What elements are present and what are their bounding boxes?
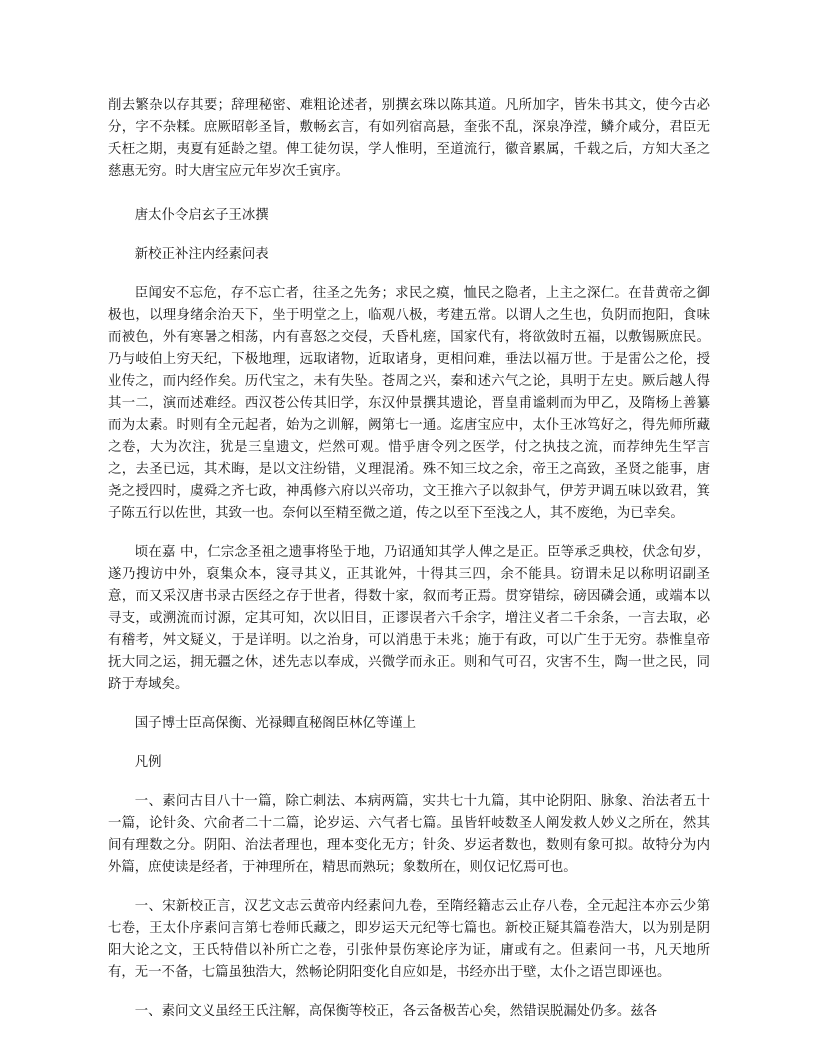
memorial-paragraph-2: 顷在嘉 中，仁宗念圣祖之遗事将坠于地，乃诏通知其学人俾之是正。臣等承乏典校，伏念旬岁，遂乃搜访中外，裒集众本，寖寻其义，正其讹舛，十得其三四，余不能具。窃谓未足以称明诏副圣意，而又采汉唐书录古医经之存于世者，得数十家，叙而考正焉。贯穿错综，磅因磷会通，或端本以寻支，或溯流而讨源，定其可知，次以旧目，正谬误者六千余字，增注义者二千余条，一言去取，必有稽考，舛文疑义，于是详明。以之治身，可以消患于未兆；施于有政，可以广生于无穷。恭惟皇帝抚大同之运，拥无疆之休，述先志以奉成，兴微学而永正。则和气可召，灾害不生，陶一世之民，同跻于寿域矣。 <box>108 545 710 692</box>
fanli-item-2: 一、宋新校正言，汉艺文志云黄帝内经素问九卷，至隋经籍志云止存八卷，全元起注本亦云少第七卷，王太仆序素问言第七卷师氏藏之，即岁运天元纪等七篇也。新校正疑其篇卷浩大，以为别是阴阳大论之文，王氏特借以补所亡之卷，引张仲景伤寒论序为证，庸或有之。但素问一书，凡天地所有，无一不备，七篇虽独浩大，然畅论阴阳变化自应如是，书经亦出于壁，太仆之语岂即诬也。 <box>108 899 710 980</box>
fanli-item-1: 一、素问古目八十一篇，除亡刺法、本病两篇，实共七十九篇，其中论阴阳、脉象、治法者五十一篇，论针灸、穴俞者二十二篇，论岁运、六气者七篇。虽皆轩岐数圣人阐发救人妙义之所在，然其间有理数之分。阴阳、治法者理也，理本变化无方；针灸、岁运者数也，数则有象可拟。故特分为内外篇，庶使读是经者，于神理所在，精思而熟玩；象数所在，则仅记忆焉可也。 <box>108 794 710 875</box>
preface-closing-paragraph: 削去繁杂以存其要；辞理秘密、难粗论述者，别撰玄珠以陈其道。凡所加字，皆朱书其文，使今古必分，字不杂糅。庶厥昭彰圣旨，敷畅玄言，有如列宿高悬，奎张不乱，深泉净滢，鳞介咸分，君臣无夭枉之期，夷夏有延龄之望。俾工徒勿误，学人惟明，至道流行，徽音累属，千载之后，方知大圣之慈惠无穷。时大唐宝应元年岁次壬寅序。 <box>108 98 710 179</box>
section-title-fanli: 凡例 <box>134 755 162 770</box>
document-body <box>108 95 710 1023</box>
memorial-paragraph-1: 臣闻安不忘危，存不忘亡者，往圣之先务；求民之瘼，恤民之隐者，上主之深仁。在昔黄帝之御极也，以理身绪余治天下，坐于明堂之上，临观八极，考建五常。以谓人之生也，负阴而抱阳，食味而被色，外有寒暑之相荡，内有喜怒之交侵，夭昏札瘥，国家代有，将欲敛时五福，以敷锡厥庶民。乃与岐伯上穷天纪，下极地理，远取诸物，近取诸身，更相问难，垂法以福万世。于是雷公之伦，授业传之，而内经作矣。历代宝之，未有失坠。苍周之兴，秦和述六气之论，具明于左史。厥后越人得其一二，演而述难经。西汉苍公传其旧学，东汉仲景撰其遗论，晋皇甫谧刺而为甲乙，及隋杨上善纂而为太素。时则有全元起者，始为之训解，阙第七一通。迄唐宝应中，太仆王冰笃好之，得先师所藏之卷，大为次注，犹是三皇遗文，烂然可观。惜乎唐令列之医学，付之执技之流，而荐绅先生罕言之，去圣已远，其术晦，是以文注纷错，义理混淆。殊不知三坟之余，帝王之高致，圣贤之能事，唐尧之授四时，虞舜之齐七政，神禹修六府以兴帝功，文王推六子以叙卦气，伊芳尹调五味以致君，箕子陈五行以佐世，其致一也。奈何以至精至微之道，传之以至下至浅之人，其不废绝，为已幸矣。 <box>108 286 710 521</box>
signatories-line: 国子博士臣高保衡、光禄卿直秘阁臣林亿等谨上 <box>134 716 416 731</box>
fanli-item-3: 一、素问文义虽经王氏注解，高保衡等校正，各云备极苦心矣，然错误脱漏处仍多。兹各 <box>134 1004 658 1019</box>
author-line: 唐太仆令启玄子王冰撰 <box>134 208 269 223</box>
section-title-memorial: 新校正补注内经素问表 <box>134 247 269 262</box>
